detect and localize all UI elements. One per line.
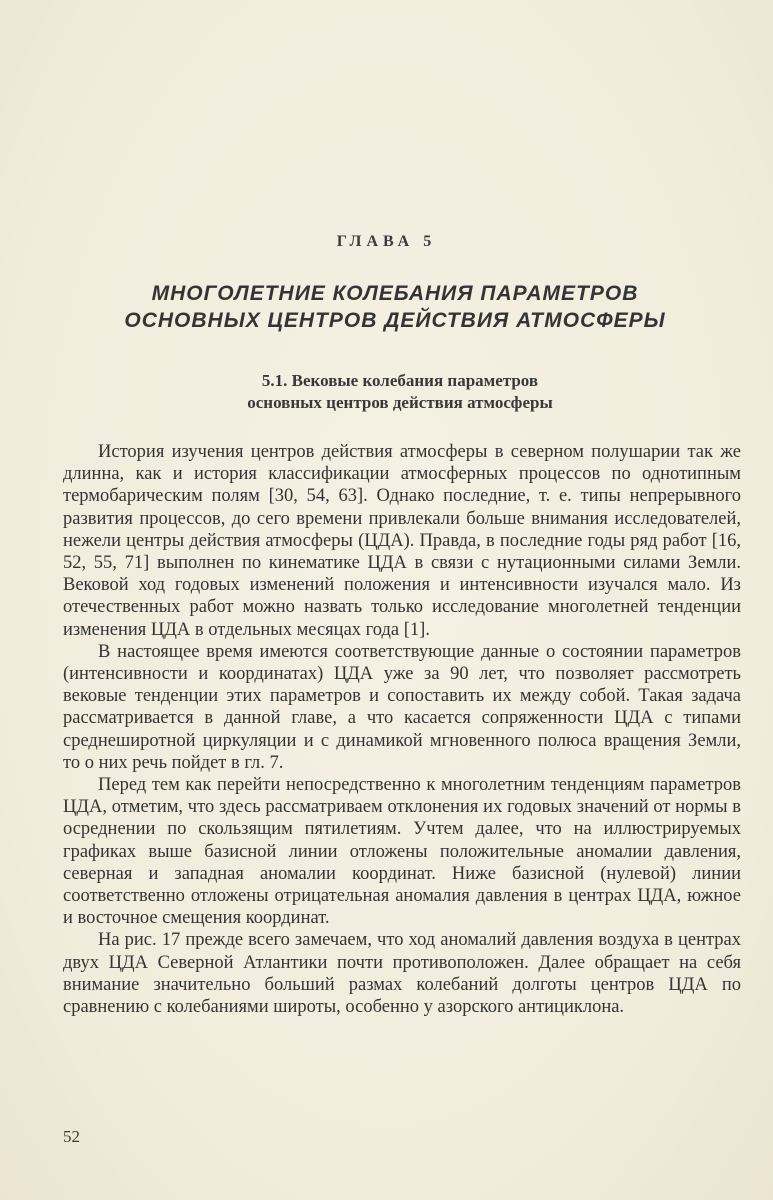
section-title-line-2: основных центров действия атмосферы (247, 393, 553, 412)
body-text (63, 441, 741, 1018)
paragraph: История изучения центров действия атмосферы в северном полушарии так же длинна, как и история классификации атмосферных процессов по однотипным термобарическим полям [30, 54, 63]. Однако последние, т. е. типы непрерывного развития процессов, до сего времени привлекали больше внимания исследователей, нежели центры действия атмосферы (ЦДА). Правда, в последние годы ряд работ [16, 52, 55, 71] выполнен по кинематике ЦДА в связи с нутационными силами Земли. Вековой ход годовых изменений положения и интенсивности изучался мало. Из отечественных работ можно назвать только исследование многолетней тенденции изменения ЦДА в отдельных месяцах года [1]. (63, 442, 741, 640)
paragraph: Перед тем как перейти непосредственно к многолетним тенденциям параметров ЦДА, отметим, что здесь рассматриваем отклонения их годовых значений от нормы в осреднении по скользящим пятилетиям. Учтем далее, что на иллюстрируемых графиках выше базисной линии отложены положительные аномалии давления, северная и западная аномалии координат. Ниже базисной (нулевой) линии соответственно отложены отрицательная аномалия давления в центрах ЦДА, южное и восточное смещения координат. (63, 775, 741, 929)
paragraph: В настоящее время имеются соответствующие данные о состоянии параметров (интенсивности и координатах) ЦДА уже за 90 лет, что позволяет рассмотреть вековые тенденции этих параметров и сопоставить их между собой. Такая задача рассматривается в данной главе, а что касается сопряженности ЦДА с типами среднеширотной циркуляции и с динамикой мгновенного полюса вращения Земли, то о них речь пойдет в гл. 7. (63, 641, 741, 773)
chapter-label: ГЛАВА 5 (336, 233, 437, 250)
paragraph: На рис. 17 прежде всего замечаем, что ход аномалий давления воздуха в центрах двух ЦДА Северной Атлантики почти противоположен. Далее обращает на себя внимание значительно больший размах колебаний долготы центров ЦДА по сравнению с колебаниями широты, особенно у азорского антициклона. (63, 930, 741, 1018)
section-title-line-1: 5.1. Вековые колебания параметров (261, 371, 539, 390)
page-number: 52 (63, 1127, 80, 1146)
chapter-title-line-1: МНОГОЛЕТНИЕ КОЛЕБАНИЯ ПАРАМЕТРОВ (151, 282, 639, 305)
chapter-title (0, 280, 773, 334)
chapter-title-line-2: ОСНОВНЫХ ЦЕНТРОВ ДЕЙСТВИЯ АТМОСФЕРЫ (124, 309, 666, 332)
section-title (0, 370, 773, 414)
